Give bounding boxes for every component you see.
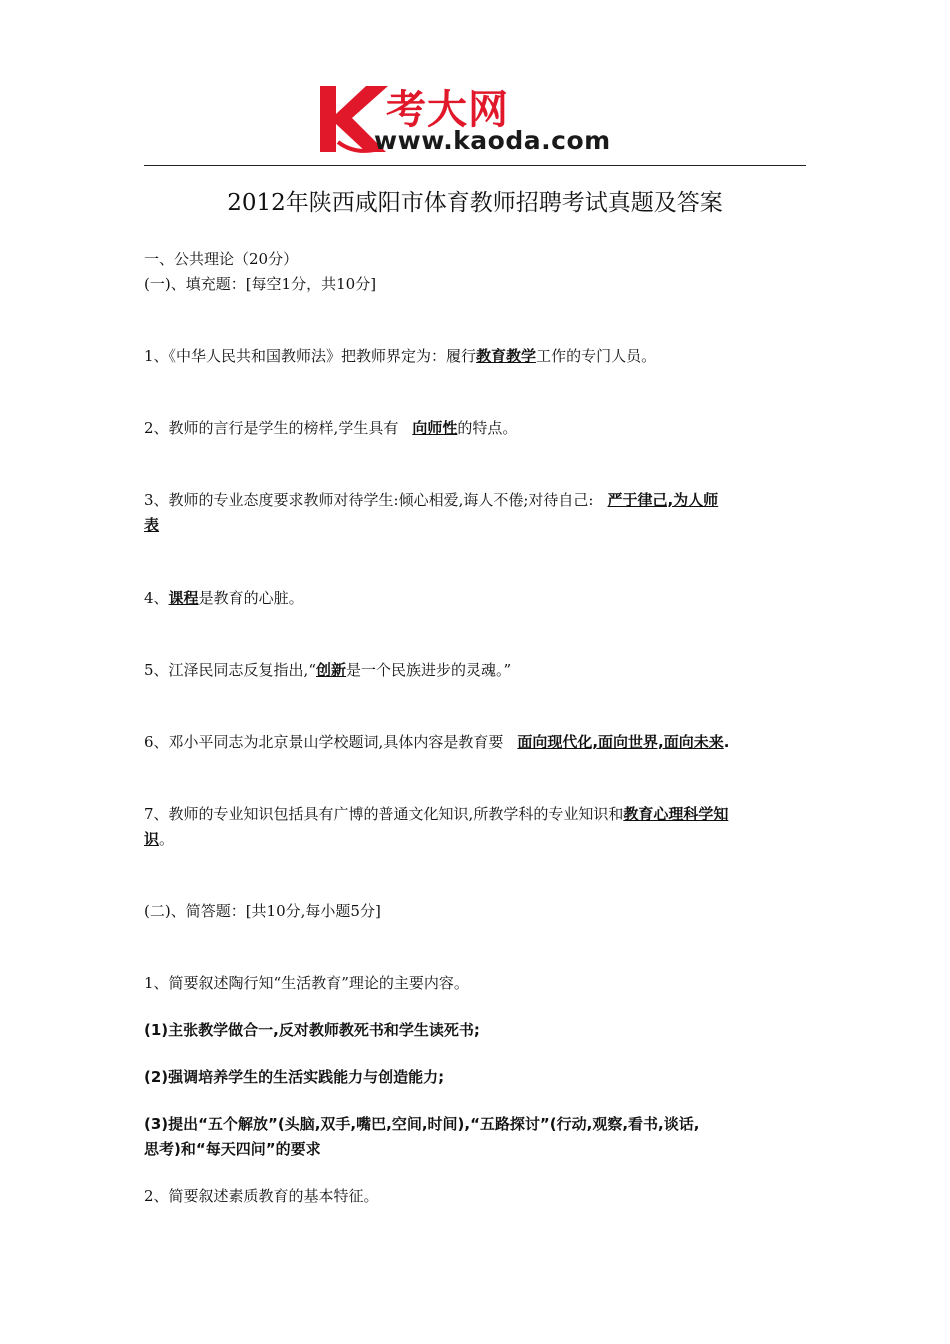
q1-text: 1、《中华人民共和国教师法》把教师界定为：履行 <box>144 347 477 365</box>
q1-answer: 教育教学 <box>476 347 537 365</box>
q7-text: 7、教师的专业知识包括具有广博的普通文化知识,所教学科的专业知识和 <box>144 805 624 823</box>
q4-answer: 课程 <box>168 589 199 607</box>
document-title: 2012年陕西咸阳市体育教师招聘考试真题及答案 <box>227 190 723 216</box>
question-6 <box>144 730 806 755</box>
part2-heading: (二)、简答题：[共10分,每小题5分] <box>144 902 381 920</box>
q2-text-end: 的特点。 <box>457 419 518 437</box>
question-1 <box>144 344 806 369</box>
q4-text-end: 是教育的心脏。 <box>198 589 304 607</box>
question-3 <box>144 488 806 513</box>
q5-answer: 创新 <box>315 661 346 679</box>
question-4 <box>144 586 806 611</box>
logo-url: www.kaoda.com <box>374 126 611 155</box>
q7-answer-cont: 识 <box>144 830 160 848</box>
part1-heading: (一)、填充题：[每空1分，共10分] <box>144 275 377 293</box>
logo-chinese-name: 考大网 <box>386 87 509 133</box>
q7-answer: 教育心理科学知 <box>623 805 729 823</box>
q1-text-end: 工作的专门人员。 <box>536 347 657 365</box>
q3-text: 3、教师的专业态度要求教师对待学生:倾心相爱,诲人不倦;对待自己: <box>144 491 594 509</box>
q6-answer: 面向现代化,面向世界,面向未来 <box>517 733 724 751</box>
kaoda-logo <box>316 80 646 160</box>
header-divider <box>144 165 806 166</box>
question-2 <box>144 416 806 441</box>
question-3-cont <box>144 513 806 538</box>
q4-text: 4、 <box>144 589 169 607</box>
q5-text-end: 是一个民族进步的灵魂。” <box>346 661 512 679</box>
q3-answer-cont: 表 <box>144 516 160 534</box>
s1-answer-2: (2)强调培养学生的生活实践能力与创造能力; <box>144 1068 445 1086</box>
q3-answer: 严于律己,为人师 <box>607 491 719 509</box>
s1-answer-3-cont: 思考)和“每天四问”的要求 <box>144 1140 321 1158</box>
question-7-cont <box>144 827 806 852</box>
section-heading: 一、公共理论（20分） <box>144 250 299 268</box>
q5-text: 5、江泽民同志反复指出,“ <box>144 661 316 679</box>
s1-answer-3: (3)提出“五个解放”(头脑,双手,嘴巴,空间,时间),“五路探讨”(行动,观察,看书,谈话, <box>144 1115 700 1133</box>
short-question-2: 2、简要叙述素质教育的基本特征。 <box>144 1187 379 1205</box>
q6-text: 6、邓小平同志为北京景山学校题词,具体内容是教育要 <box>144 733 504 751</box>
s1-answer-1: (1)主张教学做合一,反对教师教死书和学生读死书; <box>144 1021 480 1039</box>
short-question-1: 1、简要叙述陶行知“生活教育”理论的主要内容。 <box>144 974 469 992</box>
question-5 <box>144 658 806 683</box>
q6-text-end: . <box>723 733 730 751</box>
q2-text: 2、教师的言行是学生的榜样,学生具有 <box>144 419 399 437</box>
question-7 <box>144 802 806 827</box>
q2-answer: 向师性 <box>412 419 458 437</box>
q7-text-end: 。 <box>159 830 175 848</box>
